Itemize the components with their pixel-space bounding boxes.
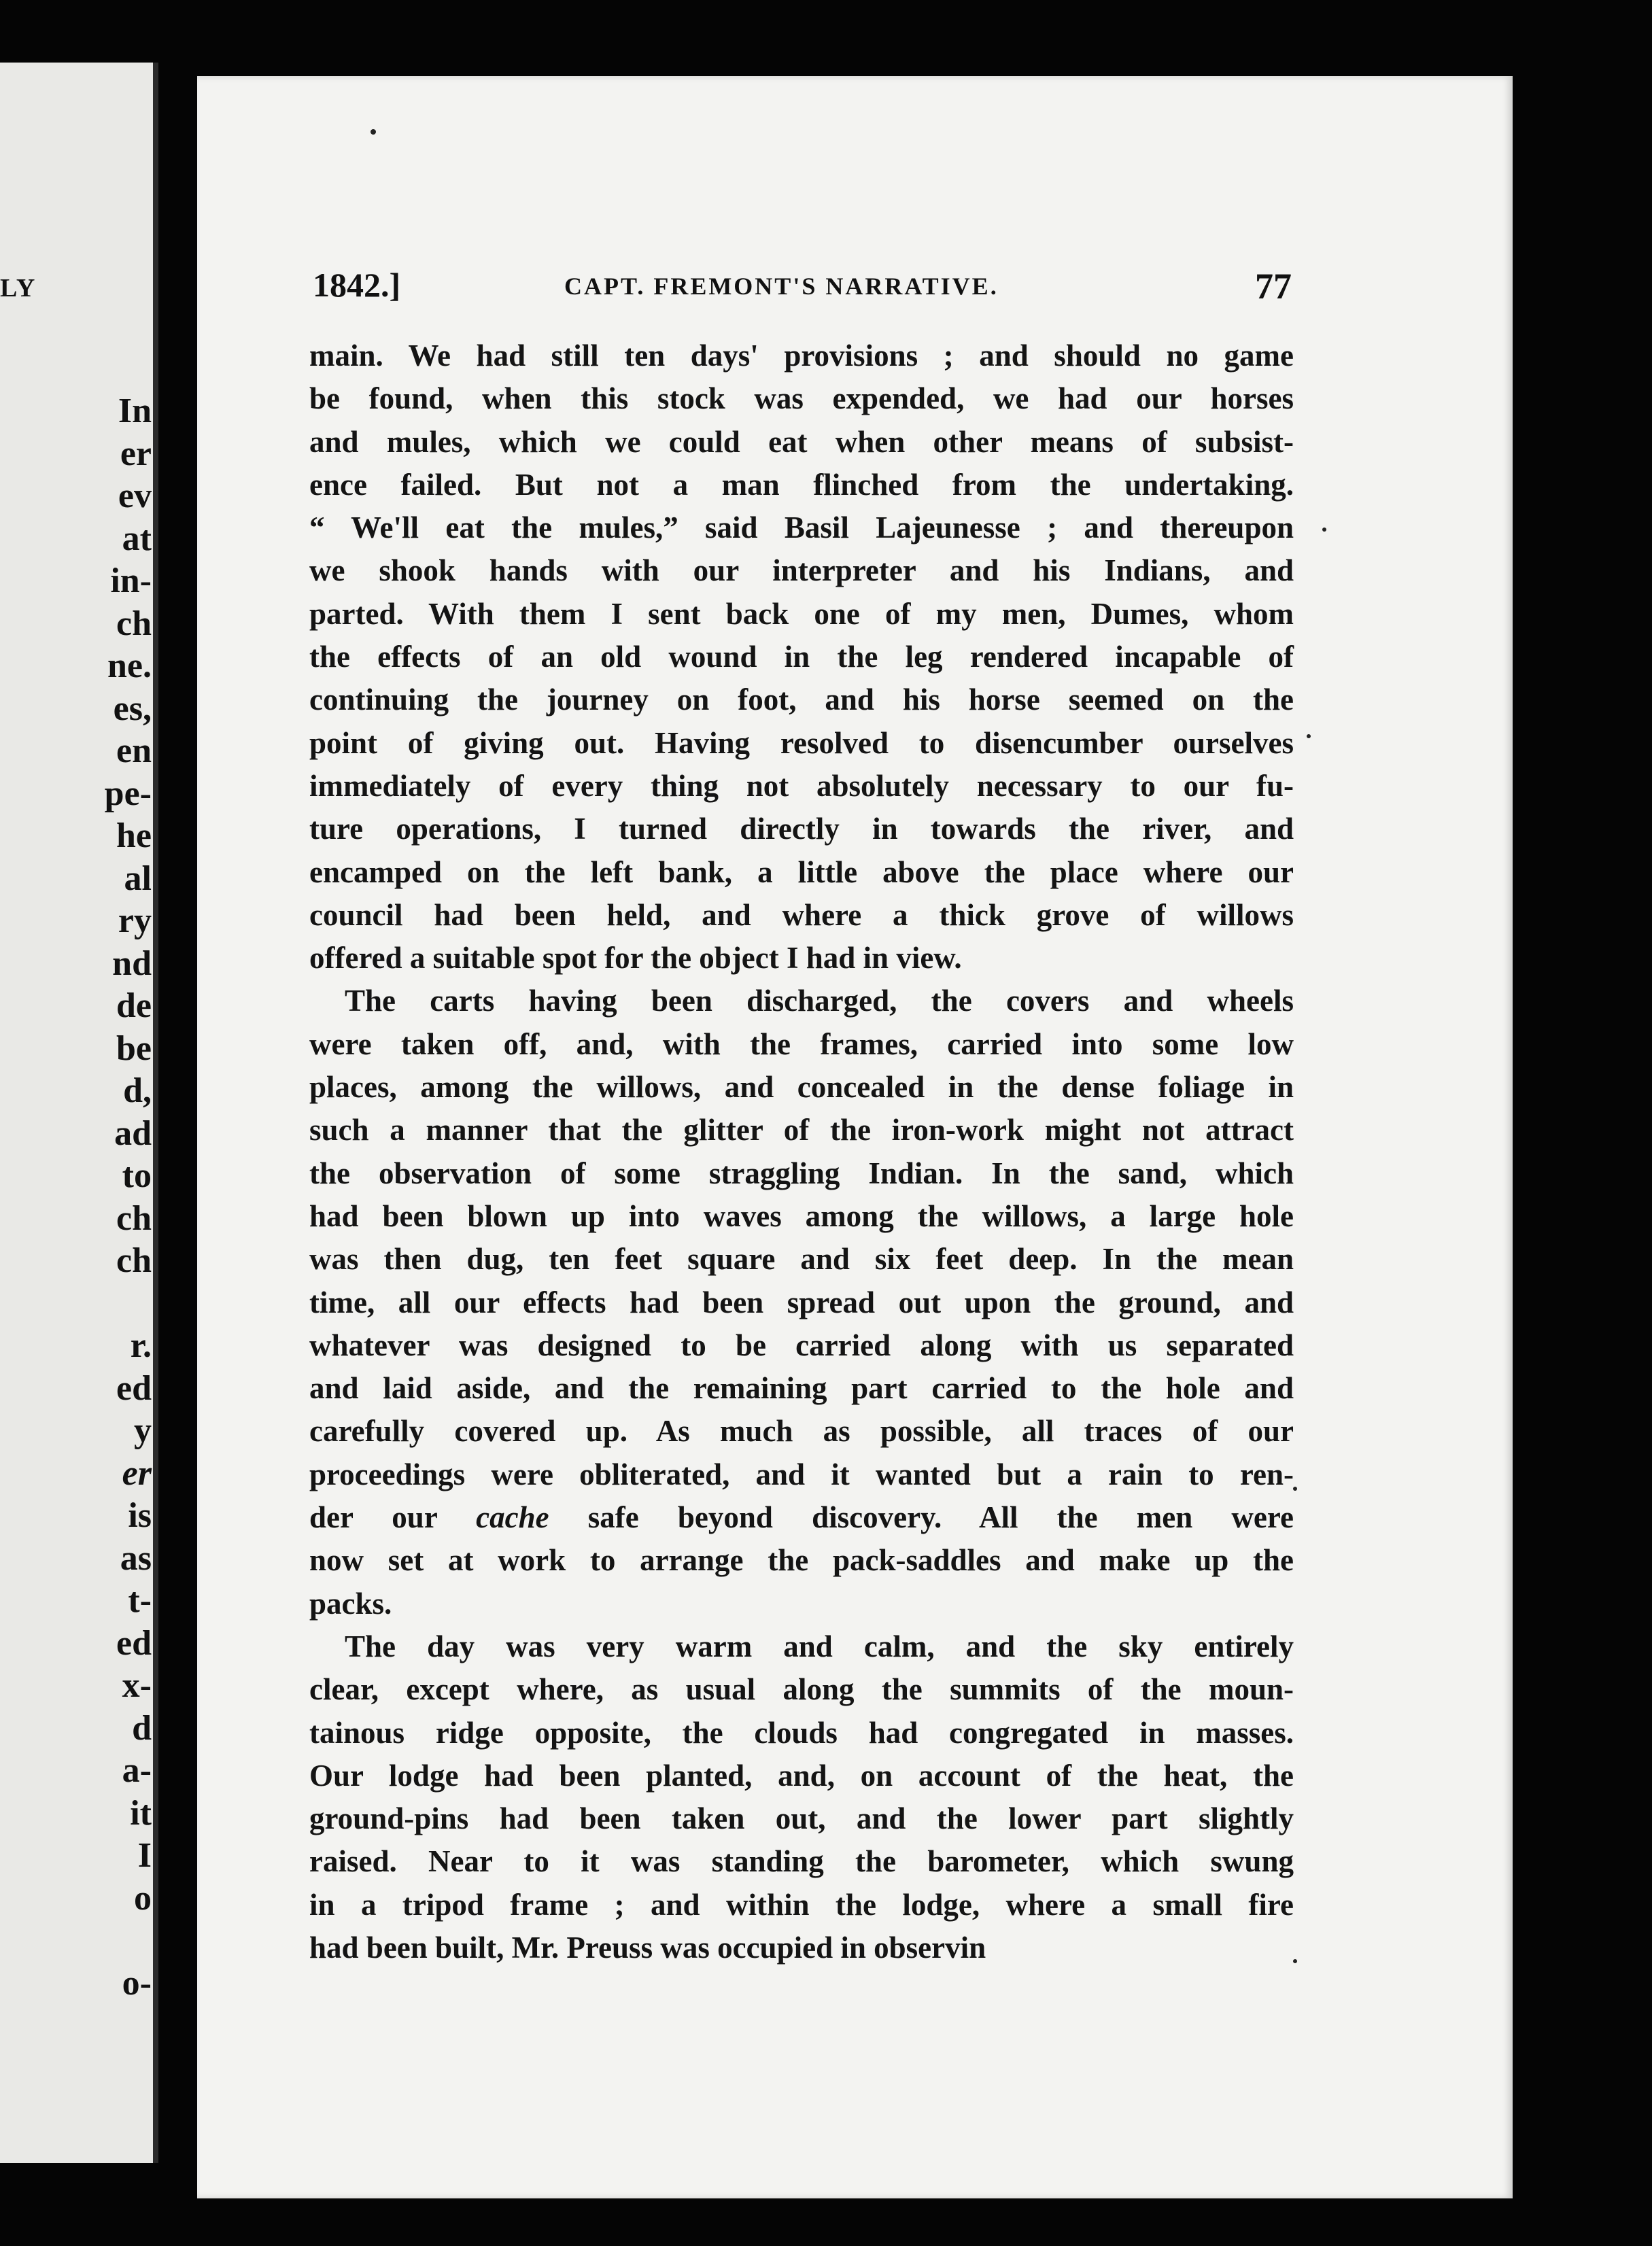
left-line-fragment: y — [134, 1411, 152, 1450]
text-line: clear, except where, as usual along the summits of the moun- — [309, 1672, 1294, 1707]
left-line-fragment: a- — [122, 1751, 152, 1790]
text-line: ence failed. But not a man flinched from the undertaking. — [309, 467, 1294, 502]
body-text — [309, 334, 1294, 1969]
text-line: such a manner that the glitter of the iron-work might not attract — [309, 1113, 1294, 1147]
header-year: 1842.] — [313, 266, 401, 304]
italic-word: cache — [476, 1500, 549, 1535]
text-line: and laid aside, and the remaining part carried to the hole and — [309, 1371, 1294, 1406]
left-line-fragment: ad — [114, 1113, 152, 1153]
left-line-fragment: ed — [116, 1623, 152, 1663]
left-line-fragment: ch — [116, 604, 152, 643]
text-line: and mules, which we could eat when other means of subsist- — [309, 424, 1294, 459]
left-line-fragment: er — [122, 1453, 152, 1493]
left-facing-page — [0, 63, 158, 2163]
left-line-fragment: in- — [110, 562, 152, 600]
text-line: had been blown up into waves among the willows, a large hole — [309, 1198, 1294, 1233]
text-line: The day was very warm and calm, and the sky entirely — [345, 1629, 1294, 1663]
text-line: offered a suitable spot for the object I had in view. — [309, 941, 962, 975]
left-line-fragment: to — [122, 1156, 152, 1195]
running-title: CAPT. FREMONT'S NARRATIVE. — [564, 273, 999, 300]
left-line-fragment: al — [124, 859, 152, 898]
left-line-fragment: ev — [118, 477, 152, 515]
text-line: ground-pins had been taken out, and the lower part slightly — [309, 1801, 1294, 1836]
text-line: the observation of some straggling Indian. In the sand, which — [309, 1156, 1294, 1190]
text-line: places, among the willows, and concealed in the dense foliage in — [309, 1070, 1294, 1105]
left-line-fragment: ch — [116, 1241, 152, 1280]
left-line-fragment: I — [137, 1836, 152, 1875]
left-line-fragment: In — [118, 392, 152, 430]
text-line: The carts having been discharged, the covers and wheels — [345, 984, 1294, 1018]
text-line: we shook hands with our interpreter and his Indians, and — [309, 553, 1294, 588]
page-number: 77 — [1255, 266, 1292, 307]
left-line-fragment: nd — [112, 944, 152, 983]
running-header — [313, 265, 1292, 313]
left-line-fragment: de — [116, 986, 152, 1025]
text-line: der our cache safe beyond discovery. All the men were — [309, 1500, 1294, 1535]
text-line: ture operations, I turned directly in towards the river, and — [309, 812, 1294, 846]
left-line-fragment: er — [120, 434, 152, 473]
text-line: was then dug, ten feet square and six feet deep. In the mean — [309, 1242, 1294, 1277]
left-line-fragment: en — [116, 731, 152, 770]
left-page-header-fragment: LY — [0, 274, 37, 303]
text-line: point of giving out. Having resolved to disencumber ourselves — [309, 725, 1294, 760]
text-line: tainous ridge opposite, the clouds had congregated in masses. — [309, 1715, 1294, 1750]
left-line-fragment: is — [128, 1496, 152, 1535]
left-line-fragment: d, — [123, 1071, 152, 1110]
ink-speck — [1322, 528, 1326, 532]
text-line: had been built, Mr. Preuss was occupied in observin — [309, 1930, 986, 1965]
left-line-fragment: ne. — [107, 646, 152, 685]
text-line: encamped on the left bank, a little above the place where our — [309, 854, 1294, 889]
text-line: continuing the journey on foot, and his horse seemed on the — [309, 683, 1294, 717]
left-line-fragment: pe- — [104, 774, 152, 813]
text-line: carefully covered up. As much as possible, all traces of our — [309, 1414, 1294, 1449]
ink-speck — [1307, 734, 1311, 738]
text-line: “ We'll eat the mules,” said Basil Lajeunesse ; and thereupon — [309, 511, 1294, 545]
left-line-fragment: o- — [122, 1963, 152, 2003]
text-line: whatever was designed to be carried along with us separated — [309, 1328, 1294, 1362]
left-line-fragment: he — [116, 816, 152, 855]
text-line: raised. Near to it was standing the barometer, which swung — [309, 1844, 1294, 1879]
ink-speck — [371, 129, 376, 135]
left-line-gap — [5, 1283, 152, 1326]
left-page-text-column — [5, 390, 152, 2005]
left-line-fragment: ry — [118, 901, 152, 940]
text-line: proceedings were obliterated, and it wanted but a rain to ren- — [309, 1457, 1294, 1491]
text-line: the effects of an old wound in the leg rendered incapable of — [309, 640, 1294, 674]
text-line: time, all our effects had been spread out upon the ground, and — [309, 1285, 1294, 1319]
text-line: in a tripod frame ; and within the lodge, where a small fire — [309, 1887, 1294, 1922]
text-line: be found, when this stock was expended, we had our horses — [309, 381, 1294, 416]
left-line-fragment: es, — [113, 689, 152, 728]
left-line-fragment: it — [130, 1793, 152, 1833]
left-line-fragment: d — [132, 1708, 152, 1748]
left-line-gap — [5, 1920, 152, 1963]
text-line: parted. With them I sent back one of my men, Dumes, whom — [309, 596, 1294, 631]
text-line: Our lodge had been planted, and, on account of the heat, the — [309, 1758, 1294, 1793]
text-line: were taken off, and, with the frames, carried into some low — [309, 1026, 1294, 1061]
left-line-fragment: be — [116, 1029, 152, 1068]
text-line: packs. — [309, 1586, 392, 1621]
text-line: main. We had still ten days' provisions ; and should no game — [309, 339, 1294, 373]
left-line-fragment: t- — [128, 1581, 152, 1620]
text-line: now set at work to arrange the pack-saddles and make up the — [309, 1543, 1294, 1578]
left-line-fragment: as — [120, 1538, 152, 1578]
book-page — [197, 76, 1513, 2198]
left-line-fragment: x- — [122, 1666, 152, 1705]
left-line-fragment: at — [122, 519, 152, 558]
left-line-fragment: o — [134, 1878, 152, 1918]
left-line-fragment: ed — [116, 1368, 152, 1408]
text-line: immediately of every thing not absolutely necessary to our fu- — [309, 768, 1294, 803]
left-line-fragment: ch — [116, 1198, 152, 1238]
text-line: council had been held, and where a thick grove of willows — [309, 897, 1294, 932]
left-line-fragment: r. — [130, 1326, 152, 1365]
